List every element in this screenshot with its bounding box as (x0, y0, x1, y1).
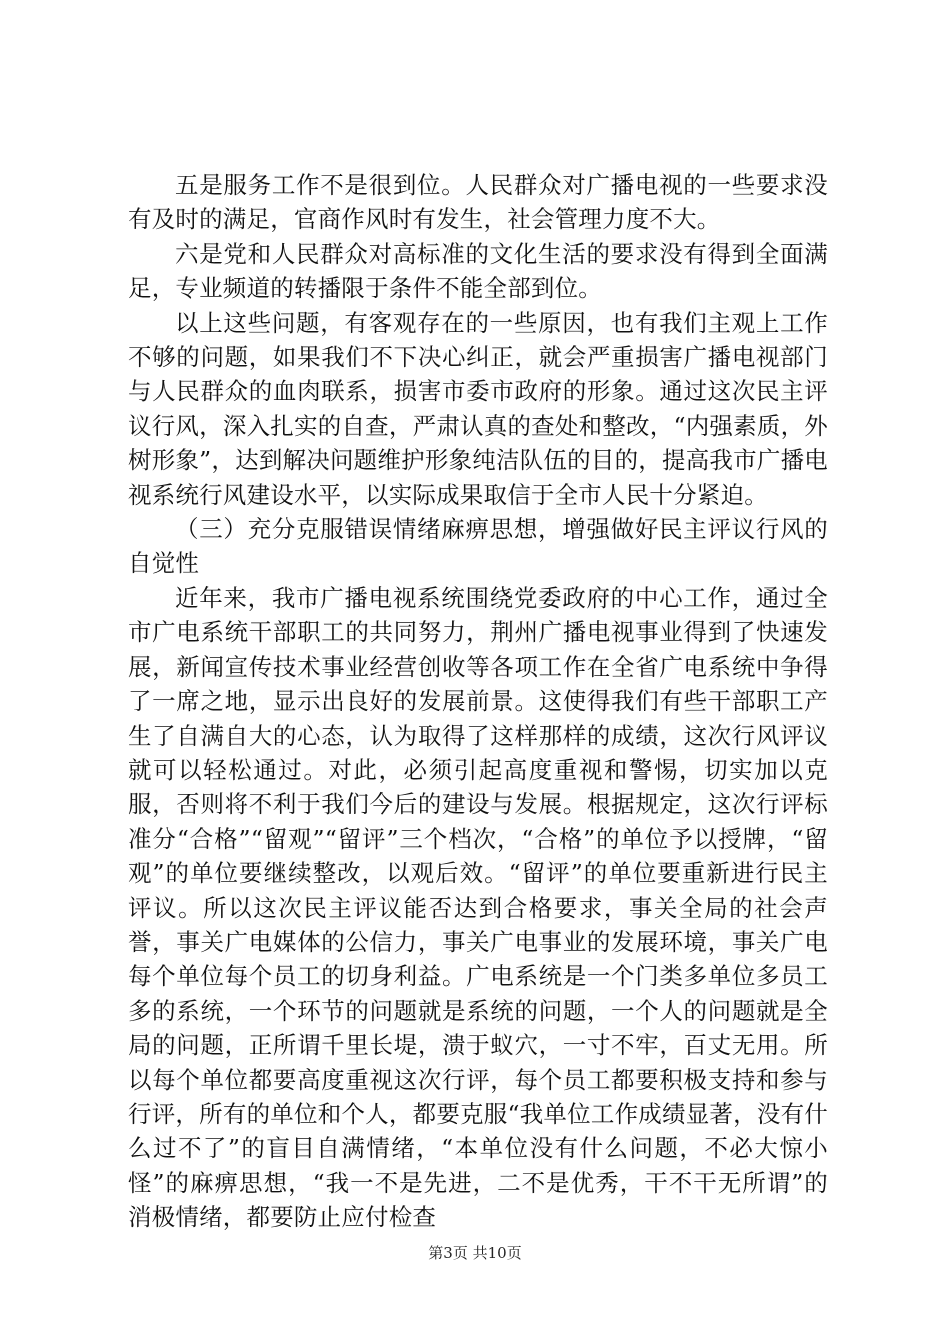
page-number-footer: 第3页 共10页 (428, 1244, 522, 1262)
section-heading-three: （三）充分克服错误情绪麻痹思想，增强做好民主评议行风的自觉性 (128, 515, 828, 578)
paragraph-recent-years: 近年来，我市广播电视系统围绕党委政府的中心工作，通过全市广电系统干部职工的共同努力，荆州广播电视事业得到了快速发展，新闻宣传技术事业经营创收等各项工作在全省广电系统中争得了一席之地，显示出良好的发展前景。这使得我们有些干部职工产生了自满自大的心态，认为取得了这样那样的成绩，这次行风评议就可以轻松通过。对此，必须引起高度重视和警惕，切实加以克服，否则将不利于我们今后的建设与发展。根据规定，这次行评标准分“合格”“留观”“留评”三个档次，“合格”的单位予以授牌，“留观”的单位要继续整改，以观后效。“留评”的单位要重新进行民主评议。所以这次民主评议能否达到合格要求，事关全局的社会声誉，事关广电媒体的公信力，事关广电事业的发展环境，事关广电每个单位每个员工的切身利益。广电系统是一个门类多单位多员工多的系统，一个环节的问题就是系统的问题，一个人的问题就是全局的问题，正所谓千里长堤，溃于蚁穴，一寸不牢，百丈无用。所以每个单位都要高度重视这次行评，每个员工都要积极支持和参与行评，所有的单位和个人，都要克服“我单位工作成绩显著，没有什么过不了”的盲目自满情绪，“本单位没有什么问题，不必大惊小怪”的麻痹思想，“我一不是先进，二不是优秀，干不干无所谓”的消极情绪，都要防止应付检查 (128, 583, 828, 1232)
paragraph-problems-summary: 以上这些问题，有客观存在的一些原因，也有我们主观上工作不够的问题，如果我们不下决心纠正，就会严重损害广播电视部门与人民群众的血肉联系，损害市委市政府的形象。通过这次民主评议行风，深入扎实的自查，严肃认真的查处和整改，“内强素质，外树形象”，达到解决问题维护形象纯洁队伍的目的，提高我市广播电视系统行风建设水平，以实际成果取信于全市人民十分紧迫。 (128, 308, 828, 509)
document-body (128, 168, 828, 1235)
paragraph-cultural-life: 六是党和人民群众对高标准的文化生活的要求没有得到全面满足，专业频道的转播限于条件不能全部到位。 (128, 239, 828, 303)
paragraph-service-work: 五是服务工作不是很到位。人民群众对广播电视的一些要求没有及时的满足，官商作风时有发生，社会管理力度不大。 (128, 171, 828, 234)
